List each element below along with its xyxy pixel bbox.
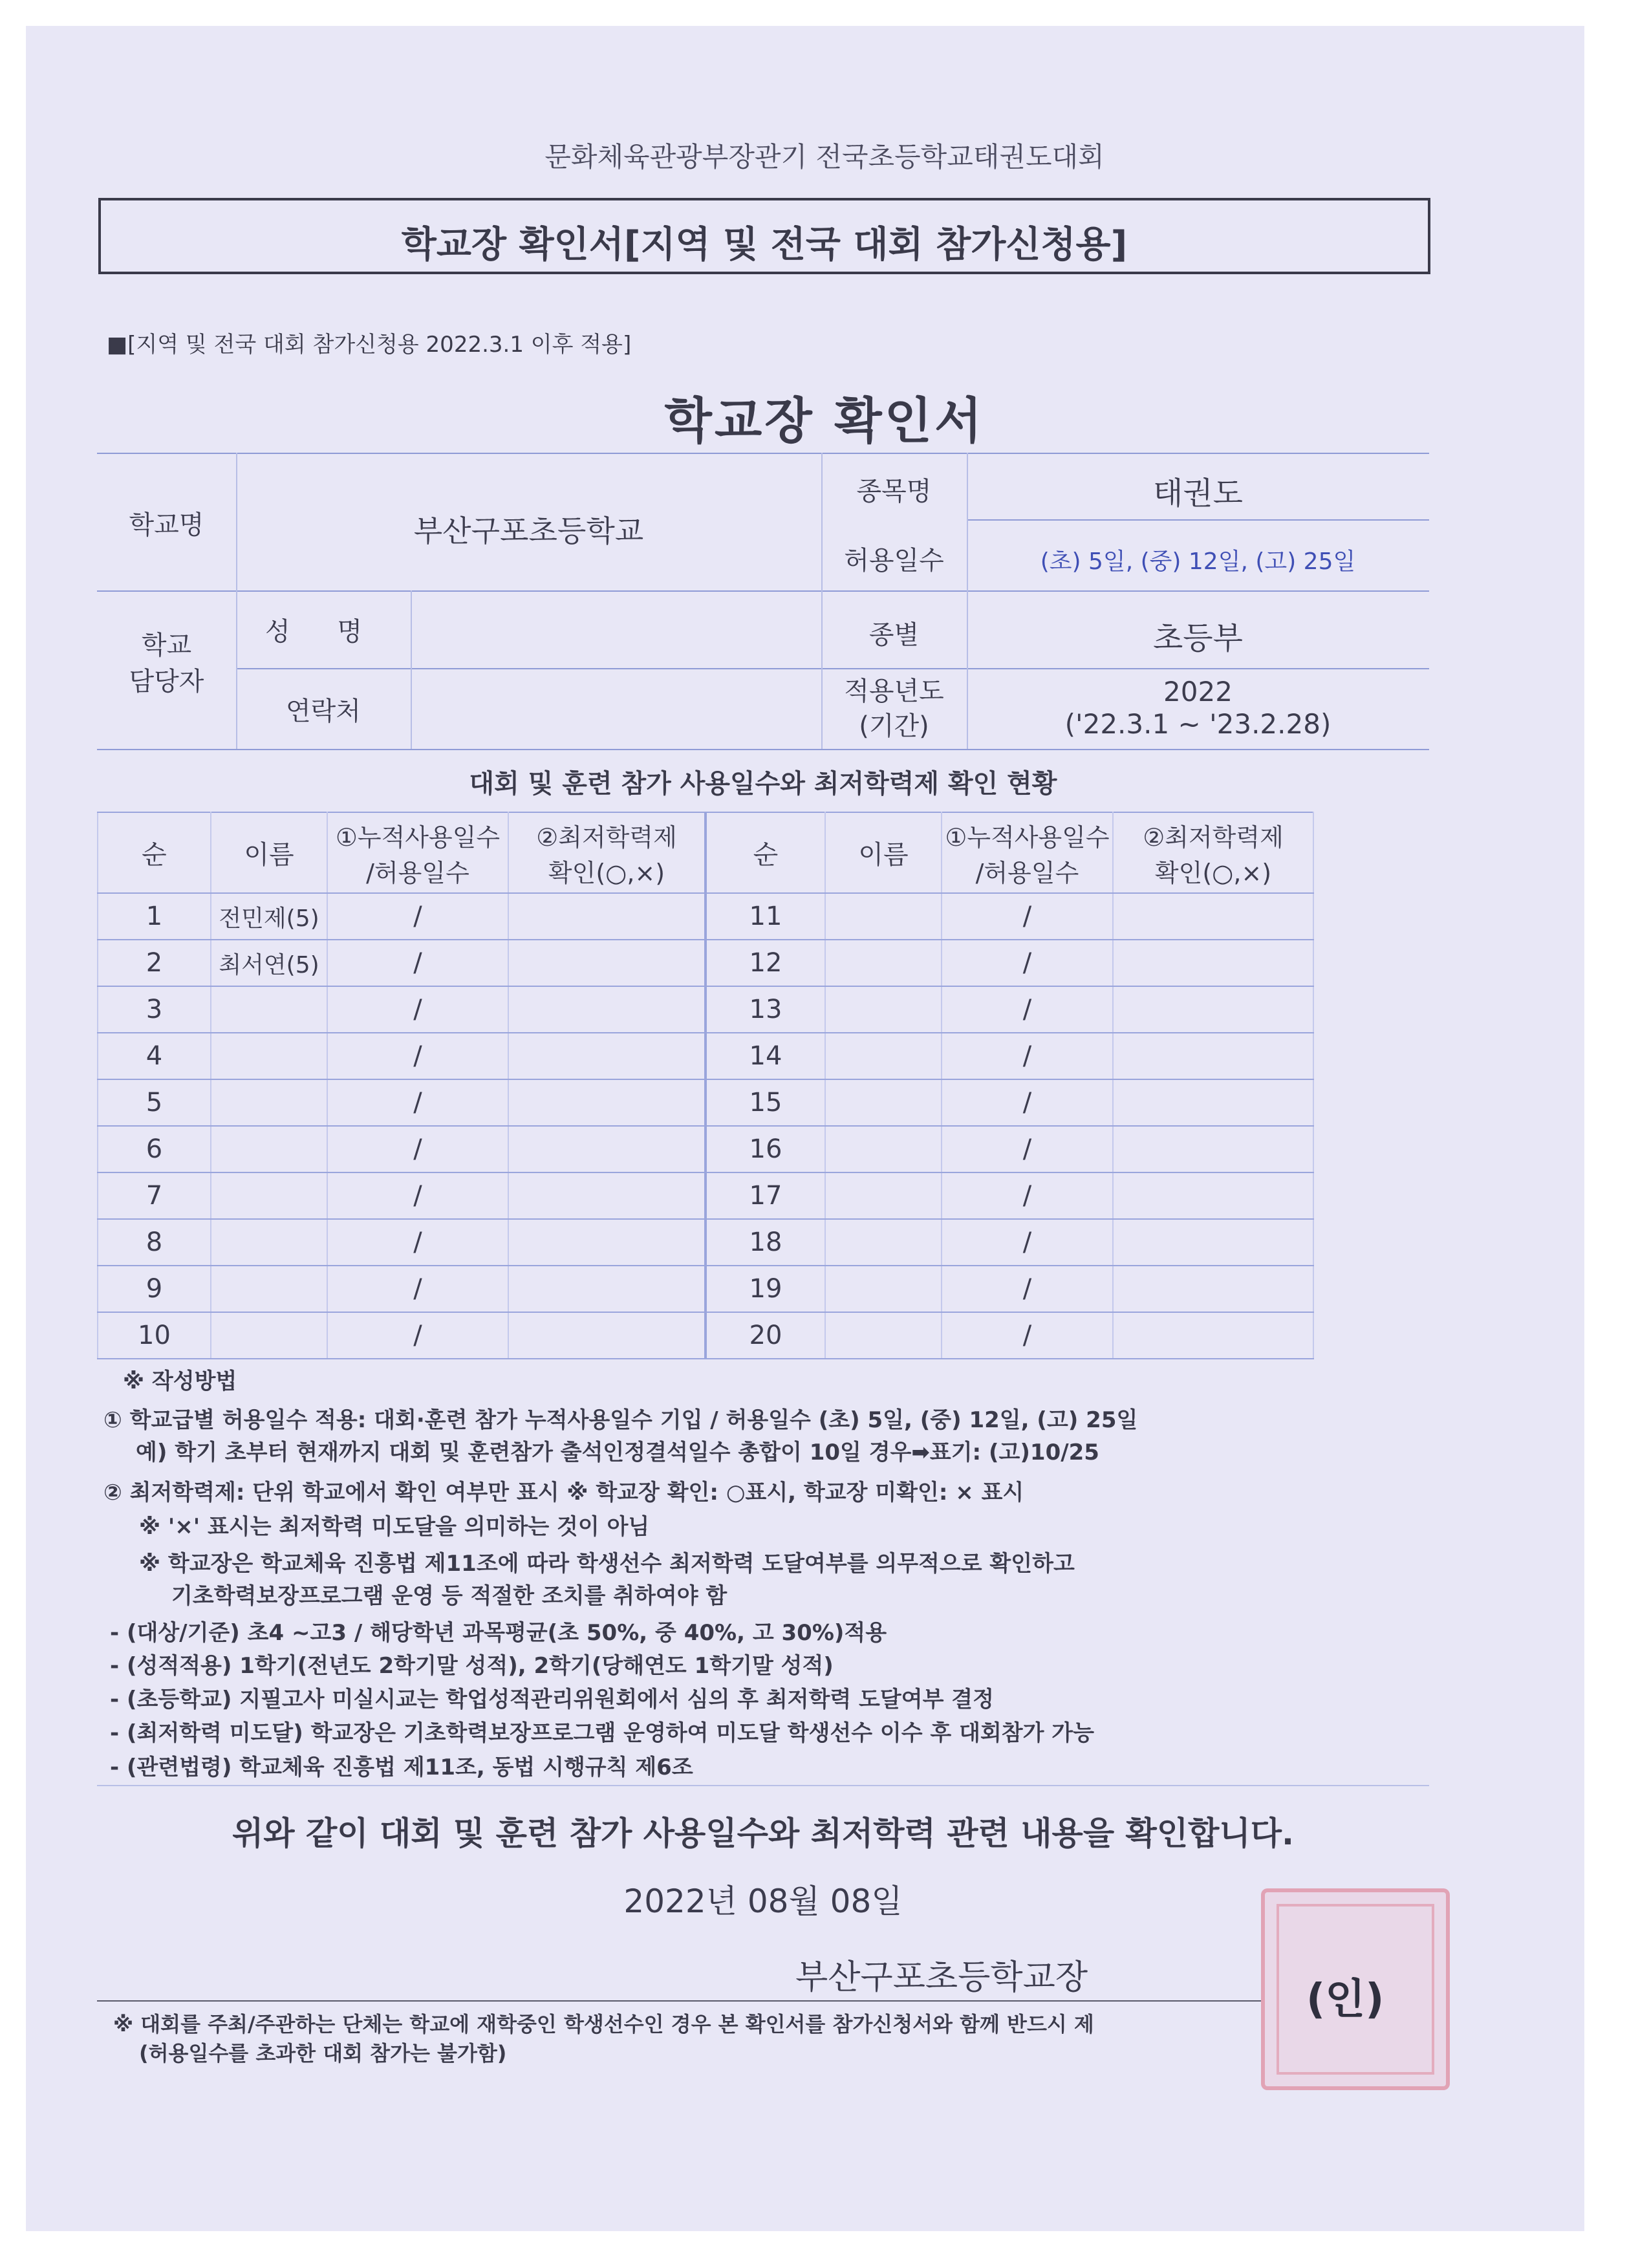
event-value: 태권도 — [1152, 475, 1244, 512]
days-used-cell: / — [942, 940, 1113, 986]
student-name: 최서연(5) — [211, 940, 327, 986]
note-2-principal-cont: 기초학력보장프로그램 운영 등 적절한 조치를 취하여야 함 — [171, 1583, 727, 1609]
note-1: ① 학교급별 허용일수 적용: 대회·훈련 참가 누적사용일수 기입 / 허용일수 (초) 5일, (중) 12일, (고) 25일 — [103, 1407, 1138, 1433]
form-note: ■[지역 및 전국 대회 참가신청용 2022.3.1 이후 적용] — [107, 332, 632, 358]
row-number: 7 — [98, 1172, 211, 1219]
student-name — [825, 1219, 942, 1266]
seal-mark: (인) — [1306, 1976, 1385, 2024]
days-used-cell: / — [942, 986, 1113, 1033]
school-value: 부산구포초등학교 — [413, 513, 644, 548]
event-label: 종목명 — [856, 477, 932, 506]
student-name — [211, 1172, 327, 1219]
min-achievement-cell — [508, 940, 706, 986]
days-used-cell: / — [327, 940, 508, 986]
manager-label: 학교 담당자 — [129, 631, 204, 697]
col-no-header: 순 — [98, 812, 211, 893]
min-achievement-cell — [508, 986, 706, 1033]
table-row — [98, 1172, 1313, 1219]
row-number: 3 — [98, 986, 211, 1033]
min-achievement-cell — [508, 1033, 706, 1079]
row-number: 18 — [706, 1219, 825, 1266]
table-row — [98, 1126, 1313, 1172]
row-number: 14 — [706, 1033, 825, 1079]
days-used-cell: / — [327, 1172, 508, 1219]
confirmation-statement: 위와 같이 대회 및 훈련 참가 사용일수와 최저학력 관련 내용을 확인합니다. — [232, 1815, 1295, 1852]
boxed-title: 학교장 확인서[지역 및 전국 대회 참가신청용] — [401, 224, 1128, 266]
min-achievement-cell — [1113, 1172, 1313, 1219]
table-row — [98, 893, 1313, 940]
min-achievement-cell — [508, 1172, 706, 1219]
col-name-header-right: 이름 — [825, 812, 942, 893]
footer-note-1: ※ 대회를 주최/주관하는 단체는 학교에 재학중인 학생선수인 경우 본 확인서를 참가신청서와 함께 반드시 제 — [113, 2012, 1094, 2036]
row-number: 17 — [706, 1172, 825, 1219]
row-number: 8 — [98, 1219, 211, 1266]
detail-elementary: - (초등학교) 지필고사 미실시교는 학업성적관리위원회에서 심의 후 최저학력 도달여부 결정 — [110, 1687, 994, 1712]
min-achievement-cell — [1113, 893, 1313, 940]
detail-law: - (관련법령) 학교체육 진흥법 제11조, 동법 시행규칙 제6조 — [110, 1755, 693, 1780]
row-number: 16 — [706, 1126, 825, 1172]
row-number: 4 — [98, 1033, 211, 1079]
days-used-cell: / — [327, 1126, 508, 1172]
days-used-cell: / — [327, 1266, 508, 1312]
days-used-cell: / — [327, 1312, 508, 1359]
section-title: 대회 및 훈련 참가 사용일수와 최저학력제 확인 현황 — [469, 769, 1057, 799]
competition-name: 문화체육관광부장관기 전국초등학교태권도대회 — [544, 141, 1105, 173]
days-used-cell: / — [942, 893, 1113, 940]
table-row — [98, 1079, 1313, 1126]
min-achievement-cell — [1113, 986, 1313, 1033]
row-number: 19 — [706, 1266, 825, 1312]
note-2-principal: ※ 학교장은 학교체육 진흥법 제11조에 따라 학생선수 최저학력 도달여부를 의무적으로 확인하고 — [139, 1551, 1075, 1577]
min-achievement-cell — [1113, 1126, 1313, 1172]
allowed-days-value: (초) 5일, (중) 12일, (고) 25일 — [1040, 548, 1356, 575]
row-number: 9 — [98, 1266, 211, 1312]
min-achievement-cell — [508, 1219, 706, 1266]
days-used-cell: / — [942, 1172, 1113, 1219]
min-achievement-cell — [1113, 1266, 1313, 1312]
division-value: 초등부 — [1152, 620, 1244, 656]
student-name — [211, 1219, 327, 1266]
row-number: 11 — [706, 893, 825, 940]
student-name — [211, 1312, 327, 1359]
row-number: 2 — [98, 940, 211, 986]
row-number: 13 — [706, 986, 825, 1033]
student-name — [825, 1079, 942, 1126]
row-number: 6 — [98, 1126, 211, 1172]
year-value: 2022 — [1163, 676, 1233, 707]
table-row — [98, 1266, 1313, 1312]
student-name — [825, 1312, 942, 1359]
detail-target: - (대상/기준) 초4 ~고3 / 해당학년 과목평균(초 50%, 중 40%, 고 30%)적용 — [110, 1620, 887, 1646]
student-name — [825, 1172, 942, 1219]
row-number: 15 — [706, 1079, 825, 1126]
name-label: 성 명 — [265, 617, 382, 647]
student-name — [825, 986, 942, 1033]
col-check-header-right: ②최저학력제 확인(○,×) — [1113, 812, 1313, 893]
min-achievement-cell — [508, 1079, 706, 1126]
student-name: 전민제(5) — [211, 893, 327, 940]
min-achievement-cell — [1113, 1219, 1313, 1266]
days-used-cell: / — [942, 1219, 1113, 1266]
col-days-header: ①누적사용일수 /허용일수 — [327, 812, 508, 893]
detail-below-min: - (최저학력 미도달) 학교장은 기초학력보장프로그램 운영하여 미도달 학생선수 이수 후 대회참가 가능 — [110, 1720, 1094, 1746]
note-1-example: 예) 학기 초부터 현재까지 대회 및 훈련참가 출석인정결석일수 총합이 10일 경우➡표기: (고)10/25 — [136, 1440, 1099, 1465]
col-name-header: 이름 — [211, 812, 327, 893]
days-used-cell: / — [327, 893, 508, 940]
row-number: 20 — [706, 1312, 825, 1359]
row-number: 10 — [98, 1312, 211, 1359]
min-achievement-cell — [1113, 1079, 1313, 1126]
table-row — [98, 1033, 1313, 1079]
days-used-cell: / — [327, 1079, 508, 1126]
days-used-cell: / — [942, 1033, 1113, 1079]
main-title: 학교장 확인서 — [664, 392, 985, 449]
col-no-header-right: 순 — [706, 812, 825, 893]
principal-name: 부산구포초등학교장 — [795, 1958, 1088, 1997]
student-name — [211, 1033, 327, 1079]
table-row — [98, 940, 1313, 986]
row-number: 1 — [98, 893, 211, 940]
min-achievement-cell — [1113, 940, 1313, 986]
student-name — [825, 940, 942, 986]
row-number: 12 — [706, 940, 825, 986]
days-used-cell: / — [942, 1079, 1113, 1126]
col-days-header-right: ①누적사용일수 /허용일수 — [942, 812, 1113, 893]
row-number: 5 — [98, 1079, 211, 1126]
allowed-days-label: 허용일수 — [844, 546, 944, 576]
footer-note-2: (허용일수를 초과한 대회 참가는 불가함) — [139, 2041, 507, 2066]
table-row — [98, 1219, 1313, 1266]
student-name — [211, 986, 327, 1033]
days-used-cell: / — [942, 1312, 1113, 1359]
col-check-header: ②최저학력제 확인(○,×) — [508, 812, 706, 893]
table-row — [98, 1312, 1313, 1359]
contact-label: 연락처 — [286, 697, 361, 726]
division-label: 종별 — [868, 620, 920, 650]
table-header-row — [98, 812, 1313, 893]
days-used-cell: / — [942, 1126, 1113, 1172]
signature-date: 2022년 08월 08일 — [623, 1883, 903, 1920]
student-name — [211, 1266, 327, 1312]
days-used-cell: / — [942, 1266, 1113, 1312]
detail-grades: - (성적적용) 1학기(전년도 2학기말 성적), 2학기(당해연도 1학기말 성적) — [110, 1653, 834, 1679]
student-name — [211, 1126, 327, 1172]
student-name — [825, 893, 942, 940]
participants-table — [97, 812, 1314, 1359]
min-achievement-cell — [508, 1312, 706, 1359]
days-used-cell: / — [327, 1033, 508, 1079]
year-label: 적용년도 (기간) — [844, 676, 944, 741]
student-name — [825, 1266, 942, 1312]
note-2: ② 최저학력제: 단위 학교에서 확인 여부만 표시 ※ 학교장 확인: ○표시, 학교장 미확인: × 표시 — [103, 1480, 1024, 1506]
min-achievement-cell — [1113, 1033, 1313, 1079]
title-box — [98, 198, 1430, 274]
note-2-remark: ※ '×' 표시는 최저학력 미도달을 의미하는 것이 아님 — [139, 1514, 650, 1540]
student-name — [825, 1126, 942, 1172]
period-value: ('22.3.1 ~ '23.2.28) — [1064, 708, 1331, 740]
min-achievement-cell — [508, 893, 706, 940]
notes-heading: ※ 작성방법 — [123, 1368, 237, 1394]
school-label: 학교명 — [129, 510, 204, 540]
min-achievement-cell — [1113, 1312, 1313, 1359]
min-achievement-cell — [508, 1126, 706, 1172]
days-used-cell: / — [327, 1219, 508, 1266]
table-row — [98, 986, 1313, 1033]
min-achievement-cell — [508, 1266, 706, 1312]
student-name — [825, 1033, 942, 1079]
days-used-cell: / — [327, 986, 508, 1033]
student-name — [211, 1079, 327, 1126]
